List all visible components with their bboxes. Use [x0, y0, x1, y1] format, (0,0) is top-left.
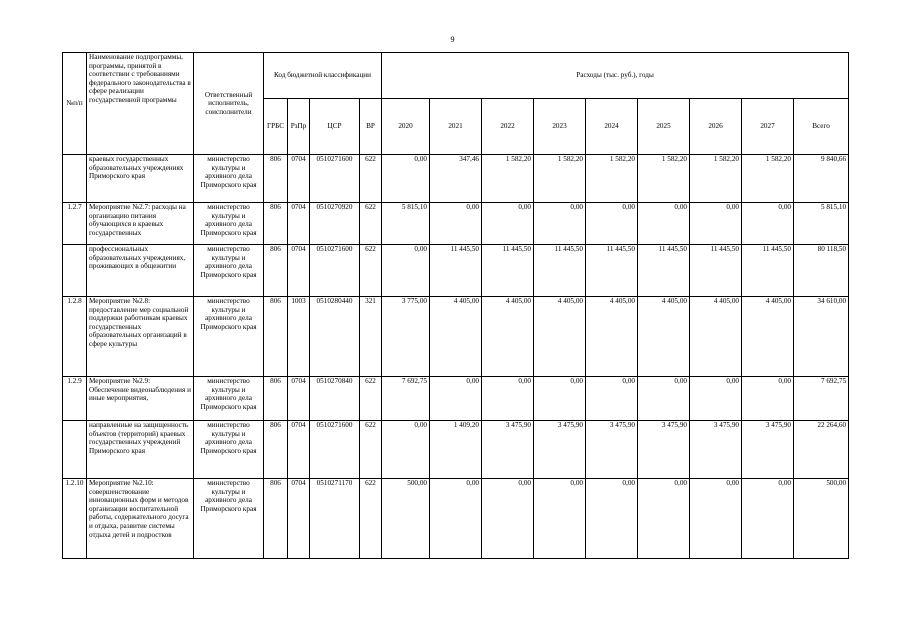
row-csr: 0510270840 [310, 377, 360, 421]
header-executor: Ответственный исполнитель, соисполнители [194, 53, 264, 155]
row-number [63, 421, 87, 479]
row-year-value: 3 475,90 [638, 421, 690, 479]
row-year-value: 0,00 [690, 377, 742, 421]
row-year-value: 0,00 [742, 203, 794, 245]
row-grbs: 806 [264, 421, 288, 479]
row-executor: министерство культуры и архивного дела Приморского края [194, 155, 264, 203]
row-grbs: 806 [264, 245, 288, 297]
header-expenses: Расходы (тыс. руб.), годы [382, 53, 849, 99]
row-vr: 622 [360, 245, 382, 297]
header-year-2020: 2020 [382, 99, 430, 155]
row-vr: 622 [360, 421, 382, 479]
row-year-value: 0,00 [586, 377, 638, 421]
row-rzpr: 0704 [288, 155, 310, 203]
row-name: Мероприятие №2.7: расходы на организацию питания обучающихся в краевых государственных [87, 203, 194, 245]
table-row [63, 203, 849, 245]
header-name: Наименование подпрограммы, программы, принятой в соответствии с требованиями федерального законодательства в сфере реализации государственной программы [87, 53, 194, 155]
row-total: 500,00 [794, 479, 849, 559]
row-year-value: 0,00 [534, 203, 586, 245]
row-total: 34 610,00 [794, 297, 849, 377]
row-year-value: 3 475,90 [742, 421, 794, 479]
row-year-value: 4 405,00 [430, 297, 482, 377]
row-grbs: 806 [264, 155, 288, 203]
table-row [63, 421, 849, 479]
table-row [63, 245, 849, 297]
row-year-value: 0,00 [742, 479, 794, 559]
row-year-value: 1 582,20 [534, 155, 586, 203]
header-num: №п/п [63, 53, 87, 155]
table-row [63, 297, 849, 377]
row-csr: 0510270920 [310, 203, 360, 245]
page-number: 9 [450, 35, 455, 44]
row-total: 22 264,60 [794, 421, 849, 479]
header-rzpr: РзПр [288, 99, 310, 155]
row-year-value: 11 445,50 [586, 245, 638, 297]
row-grbs: 806 [264, 479, 288, 559]
row-vr: 622 [360, 155, 382, 203]
row-year-value: 3 475,90 [586, 421, 638, 479]
row-year-value: 0,00 [638, 479, 690, 559]
row-total: 80 118,50 [794, 245, 849, 297]
row-year-value: 0,00 [638, 377, 690, 421]
header-total: Всего [794, 99, 849, 155]
row-year-value: 1 582,20 [638, 155, 690, 203]
table-row [63, 155, 849, 203]
header-grbs: ГРБС [264, 99, 288, 155]
row-year-value: 0,00 [534, 377, 586, 421]
row-csr: 0510271170 [310, 479, 360, 559]
row-rzpr: 0704 [288, 203, 310, 245]
row-number: 1.2.9 [63, 377, 87, 421]
row-rzpr: 0704 [288, 245, 310, 297]
row-vr: 622 [360, 203, 382, 245]
row-rzpr: 0704 [288, 421, 310, 479]
row-executor: министерство культуры и архивного дела Приморского края [194, 203, 264, 245]
header-year-2027: 2027 [742, 99, 794, 155]
row-year-value: 11 445,50 [482, 245, 534, 297]
row-year-value: 1 409,20 [430, 421, 482, 479]
row-year-value: 1 582,20 [586, 155, 638, 203]
header-csr: ЦСР [310, 99, 360, 155]
row-grbs: 806 [264, 297, 288, 377]
row-number: 1.2.10 [63, 479, 87, 559]
row-year-value: 0,00 [638, 203, 690, 245]
row-year-value: 347,46 [430, 155, 482, 203]
row-name: профессиональных образовательных учреждениях, проживающих в общежитии [87, 245, 194, 297]
row-year-value: 4 405,00 [742, 297, 794, 377]
row-csr: 0510280440 [310, 297, 360, 377]
row-year-value: 3 475,90 [534, 421, 586, 479]
row-name: Мероприятие №2.9: Обеспечение видеонаблюдения и иные мероприятия, [87, 377, 194, 421]
row-year-value: 4 405,00 [482, 297, 534, 377]
row-year-value: 0,00 [382, 421, 430, 479]
header-year-2023: 2023 [534, 99, 586, 155]
row-number: 1.2.7 [63, 203, 87, 245]
header-year-2022: 2022 [482, 99, 534, 155]
row-rzpr: 0704 [288, 479, 310, 559]
row-year-value: 0,00 [430, 203, 482, 245]
row-year-value: 0,00 [482, 203, 534, 245]
row-year-value: 0,00 [382, 245, 430, 297]
row-year-value: 4 405,00 [586, 297, 638, 377]
row-rzpr: 0704 [288, 377, 310, 421]
row-year-value: 500,00 [382, 479, 430, 559]
row-grbs: 806 [264, 203, 288, 245]
row-year-value: 0,00 [534, 479, 586, 559]
row-csr: 0510271600 [310, 155, 360, 203]
row-year-value: 0,00 [586, 479, 638, 559]
row-number [63, 155, 87, 203]
row-year-value: 5 815,10 [382, 203, 430, 245]
row-year-value: 4 405,00 [534, 297, 586, 377]
row-executor: министерство культуры и архивного дела Приморского края [194, 245, 264, 297]
row-name: Мероприятие №2.8: предоставление мер социальной поддержки работникам краевых государственных образовательных организаций в сфере культуры [87, 297, 194, 377]
row-year-value: 3 475,90 [482, 421, 534, 479]
table-row [63, 377, 849, 421]
row-year-value: 0,00 [430, 479, 482, 559]
header-budget-classification: Код бюджетной классификации [264, 53, 382, 99]
row-year-value: 0,00 [586, 203, 638, 245]
row-year-value: 4 405,00 [690, 297, 742, 377]
header-year-2021: 2021 [430, 99, 482, 155]
row-total: 9 840,66 [794, 155, 849, 203]
row-year-value: 11 445,50 [534, 245, 586, 297]
row-year-value: 0,00 [482, 479, 534, 559]
row-year-value: 0,00 [430, 377, 482, 421]
row-total: 5 815,10 [794, 203, 849, 245]
row-year-value: 3 475,90 [690, 421, 742, 479]
row-vr: 622 [360, 479, 382, 559]
row-vr: 321 [360, 297, 382, 377]
row-name: направленные на защищенность объектов (территорий) краевых государственных учреждений Приморского края [87, 421, 194, 479]
row-csr: 0510271600 [310, 245, 360, 297]
row-year-value: 0,00 [690, 203, 742, 245]
row-year-value: 1 582,20 [482, 155, 534, 203]
row-name: Мероприятие №2.10: совершенствование инновационных форм и методов организации воспитательной работы, содержательного досуга и отдыха, развитие системы отдыха детей и подростков [87, 479, 194, 559]
row-number [63, 245, 87, 297]
row-vr: 622 [360, 377, 382, 421]
row-executor: министерство культуры и архивного дела Приморского края [194, 377, 264, 421]
header-year-2024: 2024 [586, 99, 638, 155]
header-vr: ВР [360, 99, 382, 155]
row-total: 7 692,75 [794, 377, 849, 421]
row-number: 1.2.8 [63, 297, 87, 377]
row-year-value: 0,00 [742, 377, 794, 421]
header-year-2026: 2026 [690, 99, 742, 155]
row-grbs: 806 [264, 377, 288, 421]
row-year-value: 1 582,20 [690, 155, 742, 203]
row-year-value: 11 445,50 [430, 245, 482, 297]
table-row [63, 479, 849, 559]
row-executor: министерство культуры и архивного дела Приморского края [194, 297, 264, 377]
row-year-value: 0,00 [382, 155, 430, 203]
row-rzpr: 1003 [288, 297, 310, 377]
row-year-value: 11 445,50 [638, 245, 690, 297]
row-year-value: 4 405,00 [638, 297, 690, 377]
row-executor: министерство культуры и архивного дела Приморского края [194, 479, 264, 559]
row-year-value: 0,00 [482, 377, 534, 421]
row-year-value: 7 692,75 [382, 377, 430, 421]
row-year-value: 1 582,20 [742, 155, 794, 203]
row-year-value: 11 445,50 [690, 245, 742, 297]
row-executor: министерство культуры и архивного дела Приморского края [194, 421, 264, 479]
budget-table [62, 52, 849, 559]
row-csr: 0510271600 [310, 421, 360, 479]
row-year-value: 11 445,50 [742, 245, 794, 297]
row-year-value: 0,00 [690, 479, 742, 559]
row-name: краевых государственных образовательных учреждениях Приморского края [87, 155, 194, 203]
row-year-value: 3 775,00 [382, 297, 430, 377]
header-year-2025: 2025 [638, 99, 690, 155]
